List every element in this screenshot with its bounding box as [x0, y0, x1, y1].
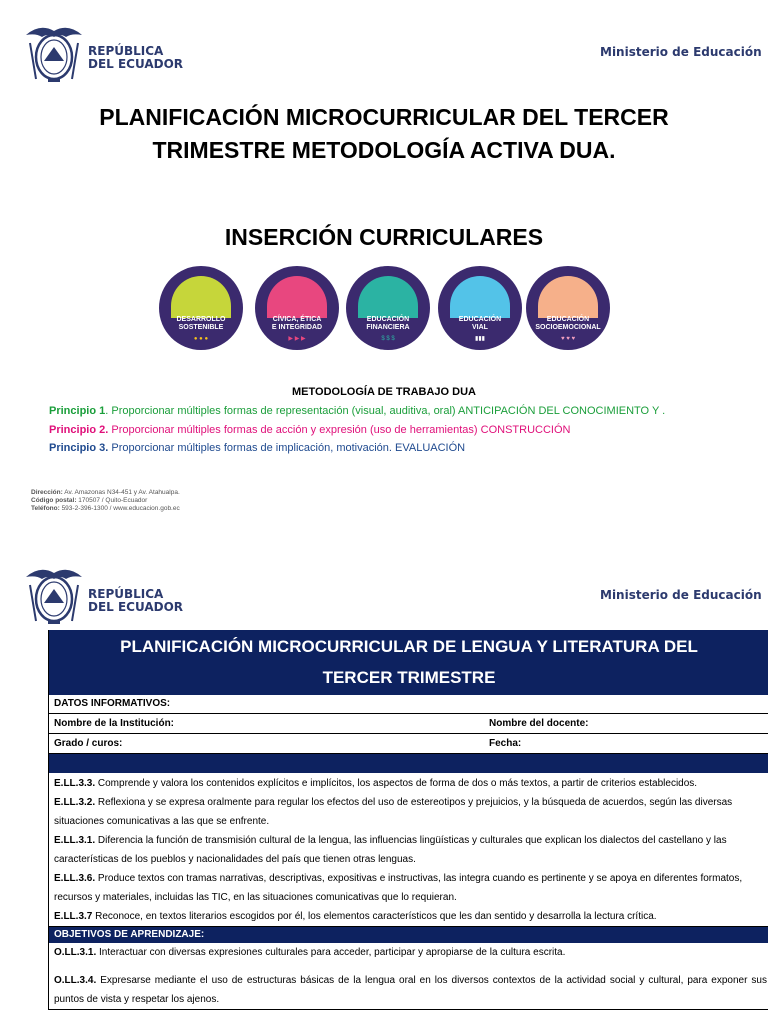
criterion-code: E.LL.3.7 — [54, 911, 93, 922]
address-label: Dirección: — [31, 489, 63, 496]
principle-label: Principio 1 — [49, 405, 106, 417]
principle-text: Proporcionar múltiples formas de implicación, motivación. EVALUACIÓN — [108, 442, 466, 454]
table-title — [49, 630, 768, 695]
postal-label: Código postal: — [31, 497, 77, 504]
objective-text: Interactuar con diversas expresiones culturales para acceder, participar y apropiarse de la cultura escrita. — [96, 947, 566, 958]
principle-3 — [49, 442, 465, 454]
criterion-code: E.LL.3.1. — [54, 835, 96, 846]
criterion-text: Reconoce, en textos literarios escogidos por él, los elementos característicos que les dan sentido y desarrolla la lectura crítica. — [92, 911, 657, 922]
footer-contact — [31, 489, 180, 513]
badge-sustainable-development — [159, 266, 243, 350]
objectives-header: OBJETIVOS DE APRENDIZAJE: — [49, 927, 768, 943]
phone-label: Teléfono: — [31, 505, 60, 512]
main-title-line1: PLANIFICACIÓN MICROCURRICULAR DEL TERCER — [99, 104, 669, 130]
objective — [49, 943, 768, 971]
badge-label: FINANCIERA — [366, 324, 410, 331]
badge-marks: ▮▮▮ — [475, 336, 485, 342]
table-title-line1: PLANIFICACIÓN MICROCURRICULAR DE LENGUA Y LITERATURA DEL — [120, 637, 698, 656]
badge-bicycle-icon — [450, 276, 510, 318]
country-name — [88, 588, 183, 614]
country-line1: REPÚBLICA — [88, 587, 164, 601]
criterion-text: Reflexiona y se expresa oralmente para regular los efectos del uso de estereotipos y prejuicios, y la búsqueda de acuerdos, según las diversas situaciones comunicativas a las que se enfrente. — [54, 797, 733, 827]
teacher-label: Nombre del docente: — [489, 718, 589, 729]
badge-leaf-icon — [171, 276, 231, 318]
principle-text: . Proporcionar múltiples formas de representación (visual, auditiva, oral) ANTICIPACIÓN DEL CONOCIMIENTO Y . — [105, 405, 666, 417]
criteria-section — [49, 773, 768, 927]
phone: 593-2-396-1300 / www.educacion.gob.ec — [59, 505, 180, 512]
institution-label: Nombre de la Institución: — [54, 718, 175, 729]
badge-label: SOCIOEMOCIONAL — [535, 324, 601, 331]
ministry-name: Ministerio de Educación — [600, 588, 762, 602]
objective-text: Expresarse mediante el uso de estructuras básicas de la lengua oral en los diversos contextos de la actividad social y cultural, para exponer sus puntos de vista y respetar los ajenos. — [54, 975, 767, 1005]
grade-row — [49, 734, 768, 754]
badge-label: EDUCACIÓN — [458, 316, 502, 323]
badge-label: DESARROLLO — [176, 316, 226, 323]
institution-row — [49, 714, 768, 734]
ecuador-coat-of-arms-icon — [22, 563, 86, 627]
criterion — [49, 831, 768, 869]
badge-road-education — [438, 266, 522, 350]
criterion — [49, 793, 768, 831]
badge-label: EDUCACIÓN — [366, 316, 410, 323]
badge-marks: ♥ ♥ ♥ — [560, 336, 576, 342]
principle-text: Proporcionar múltiples formas de acción y expresión (uso de herramientas) CONSTRUCCIÓN — [108, 424, 571, 436]
criterion — [49, 774, 768, 793]
objectives-section — [49, 943, 768, 1010]
country-line1: REPÚBLICA — [88, 44, 164, 58]
badge-label: E INTEGRIDAD — [271, 324, 323, 331]
country-name — [88, 45, 183, 71]
ministry-name: Ministerio de Educación — [600, 45, 762, 59]
badge-heart-hands-icon — [538, 276, 598, 318]
planning-table — [48, 630, 768, 1010]
badge-label: EDUCACIÓN — [546, 316, 590, 323]
criterion-code: E.LL.3.2. — [54, 797, 96, 808]
grade-label: Grado / curos: — [54, 738, 123, 749]
subtitle: INSERCIÓN CURRICULARES — [224, 224, 544, 250]
criterion-text: Diferencia la función de transmisión cultural de la lengua, las influencias lingüísticas y culturales que explican los dialectos del castellano y las características de los pueblos y nacionalidades del país que tienen otras lenguas. — [54, 835, 727, 865]
objective-code: O.LL.3.4. — [54, 975, 97, 986]
criterion-code: E.LL.3.3. — [54, 778, 96, 789]
country-line2: DEL ECUADOR — [88, 600, 184, 614]
badge-socioemotional — [526, 266, 610, 350]
criterion — [49, 907, 768, 926]
badge-marks: ▶ ▶ ▶ — [288, 336, 306, 342]
principle-1 — [49, 405, 665, 417]
objective-code: O.LL.3.1. — [54, 947, 97, 958]
badge-label: SOSTENIBLE — [178, 324, 224, 331]
postal: 170507 / Quito-Ecuador — [76, 497, 148, 504]
badge-marks: $ $ $ — [381, 336, 395, 342]
ecuador-coat-of-arms-icon — [22, 21, 86, 85]
methodology-title: METODOLOGÍA DE TRABAJO DUA — [292, 386, 476, 398]
country-line2: DEL ECUADOR — [88, 57, 184, 71]
badge-label: VIAL — [472, 324, 488, 331]
badge-financial-education — [346, 266, 430, 350]
objective — [49, 971, 768, 1009]
badge-flag-icon — [267, 276, 327, 318]
badge-label: CÍVICA, ÉTICA — [272, 316, 322, 323]
principle-2 — [49, 424, 570, 436]
badge-marks: ● ● ● — [193, 336, 209, 342]
section-bar — [49, 754, 768, 773]
criterion — [49, 869, 768, 907]
main-title-line2: TRIMESTRE METODOLOGÍA ACTIVA DUA. — [152, 137, 616, 163]
datos-row: DATOS INFORMATIVOS: — [49, 695, 768, 714]
main-title — [0, 101, 768, 167]
principle-label: Principio 2. — [49, 424, 109, 436]
criterion-text: Comprende y valora los contenidos explícitos e implícitos, los aspectos de forma de dos o más textos, a partir de criterios establecidos. — [95, 778, 698, 789]
criterion-text: Produce textos con tramas narrativas, descriptivas, expositivas e instructivas, las integra cuando es pertinente y se apoya en diferentes formatos, recursos y materiales, incluidas las TIC, en las situaciones comunicativas que lo requieran. — [54, 873, 743, 903]
badge-coins-icon — [358, 276, 418, 318]
badge-civic-ethics — [255, 266, 339, 350]
address: Av. Amazonas N34-451 y Av. Atahualpa. — [62, 489, 180, 496]
table-title-line2: TERCER TRIMESTRE — [322, 668, 496, 687]
date-label: Fecha: — [489, 738, 522, 749]
principle-label: Principio 3. — [49, 442, 109, 454]
criterion-code: E.LL.3.6. — [54, 873, 96, 884]
